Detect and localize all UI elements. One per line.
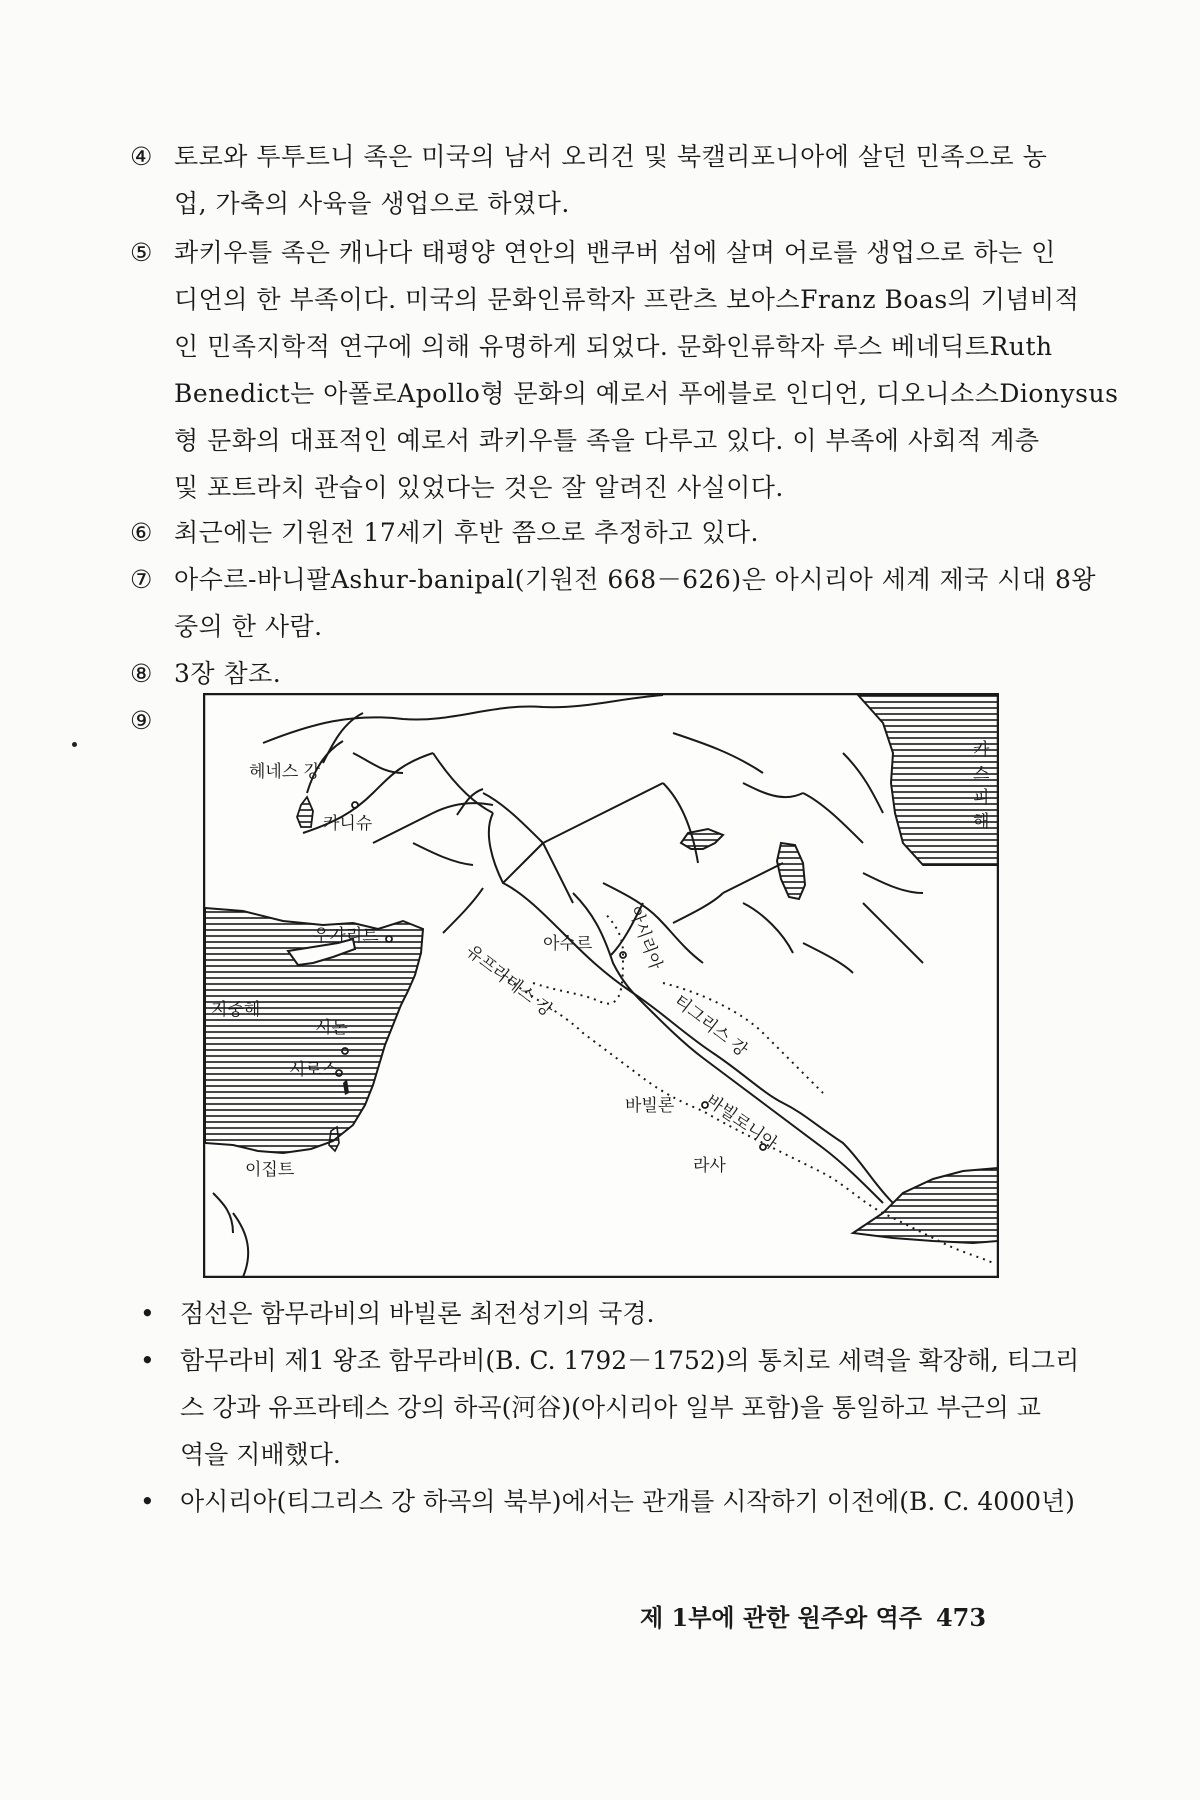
label-larsa: 라사 [693, 1156, 726, 1176]
bullet-line: 점선은 함무라비의 바빌론 최전성기의 국경. [180, 1299, 655, 1328]
bullet-3 [140, 1478, 1075, 1525]
label-sidon: 시돈 [315, 1018, 348, 1038]
bullet-1 [140, 1290, 1040, 1337]
note-line: 최근에는 기원전 17세기 후반 쯤으로 추정하고 있다. [174, 518, 759, 547]
note-line: 중의 한 사람. [174, 612, 323, 641]
label-egypt: 이집트 [245, 1160, 295, 1180]
svg-text:피: 피 [973, 788, 990, 808]
label-tyre: 시로스 [289, 1060, 339, 1080]
label-assur: 아수르 [543, 934, 593, 954]
bullet-mark: • [140, 1487, 155, 1516]
bullet-line: 스 강과 유프라테스 강의 하곡(河谷)(아시리아 일부 포함)을 통일하고 부근의 교 [180, 1393, 1041, 1422]
note-number: ⑥ [130, 518, 153, 547]
label-tigris: 티그리스 강 [669, 991, 752, 1061]
footer-title: 제 1부에 관한 원주와 역주 [640, 1603, 922, 1632]
note-number: ④ [130, 142, 153, 171]
label-mediterranean: 지중해 [211, 1000, 261, 1020]
note-line: 콰키우틀 족은 캐나다 태평양 연안의 밴쿠버 섬에 살며 어로를 생업으로 하는 인 [174, 238, 1056, 267]
bullet-line: 아시리아(티그리스 강 하곡의 북부)에서는 관개를 시작하기 이전에(B. C. 4000년) [180, 1487, 1075, 1516]
note-line: 아수르-바니팔Ashur-banipal(기원전 668－626)은 아시리아 세계 제국 시대 8왕 [174, 565, 1097, 594]
label-babylonia: 바빌로니아 [702, 1090, 781, 1155]
note-8 [130, 650, 1010, 697]
svg-text:스: 스 [973, 764, 990, 784]
note-line: 3장 참조. [174, 659, 282, 688]
bullet-2 [140, 1337, 1080, 1478]
label-ugarit: 우가리트 [313, 926, 379, 946]
note-number: ⑧ [130, 659, 153, 688]
bullet-line: 역을 지배했다. [180, 1440, 341, 1469]
svg-text:카: 카 [973, 740, 990, 760]
note-line: 업, 가축의 사육을 생업으로 하였다. [174, 189, 570, 218]
stray-dot [72, 742, 77, 747]
note-number: ⑨ [130, 706, 153, 735]
island-small-2 [329, 1127, 339, 1151]
label-kanish: 카니슈 [323, 814, 373, 834]
page-footer [640, 1598, 986, 1633]
note-line: 인 민족지학적 연구에 의해 유명하게 되었다. 문화인류학자 루스 베네딕트Ruth [174, 332, 1053, 361]
label-assyria: 아시리아 [624, 903, 666, 973]
page-number: 473 [935, 1603, 987, 1632]
note-line: 디언의 한 부족이다. 미국의 문화인류학자 프란츠 보아스Franz Boas의 기념비적 [174, 285, 1080, 314]
label-babylon: 바빌론 [625, 1096, 675, 1116]
note-7 [130, 556, 1097, 650]
label-euphrates: 유프라테스 강 [461, 941, 557, 1021]
note-number: ⑦ [130, 565, 153, 594]
mesopotamia-map [203, 693, 999, 1278]
bullet-line: 함무라비 제1 왕조 함무라비(B. C. 1792－1752)의 통치로 세력을 확장해, 티그리 [180, 1346, 1080, 1375]
label-henes: 헤네스 강 [249, 762, 321, 782]
bullet-mark: • [140, 1299, 155, 1328]
svg-text:해: 해 [973, 812, 990, 832]
note-line: Benedict는 아폴로Apollo형 문화의 예로서 푸에블로 인디언, 디오니소스Dionysus [174, 379, 1119, 408]
note-6 [130, 509, 1010, 556]
note-line: 형 문화의 대표적인 예로서 콰키우틀 족을 다루고 있다. 이 부족에 사회적 계층 [174, 426, 1040, 455]
note-number: ⑤ [130, 238, 153, 267]
note-4 [130, 133, 1048, 227]
note-line: 및 포트라치 관습이 있었다는 것은 잘 알려진 사실이다. [174, 473, 784, 502]
note-line: 토로와 투투트니 족은 미국의 남서 오리건 및 북캘리포니아에 살던 민족으로 농 [174, 142, 1048, 171]
bullet-mark: • [140, 1346, 155, 1375]
note-5 [130, 229, 1119, 511]
map-svg [203, 693, 999, 1278]
